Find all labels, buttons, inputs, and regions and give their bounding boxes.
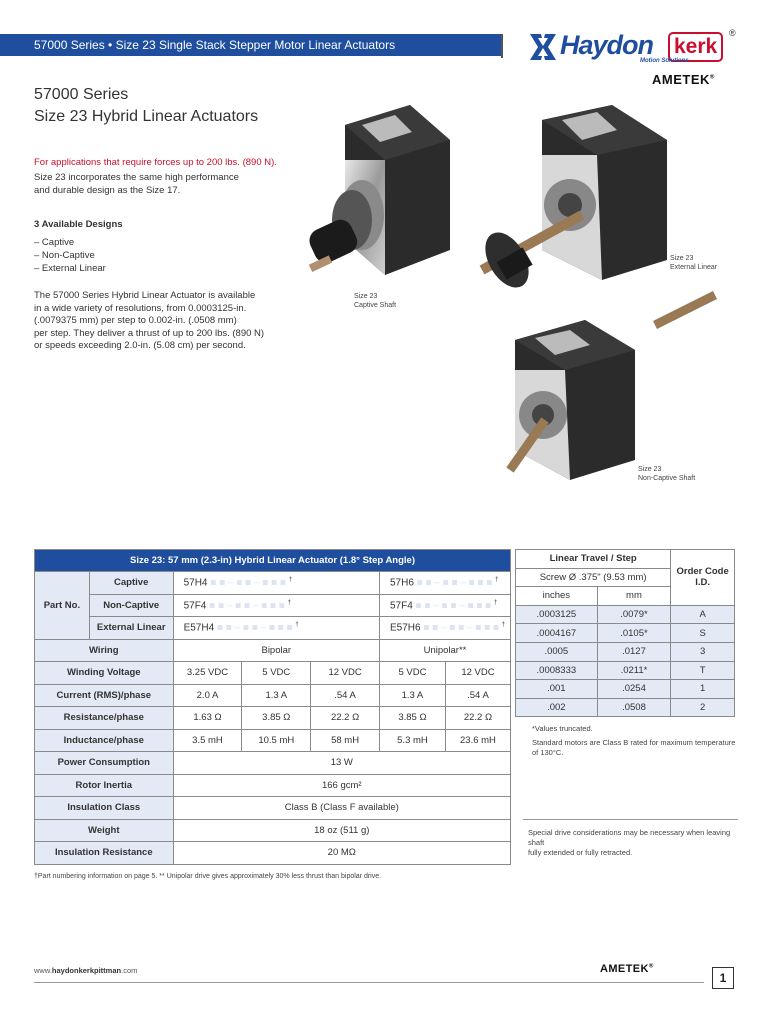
part-number-unipolar: E57H6 ■ ■ – ■ ■ – ■ ■ ■ † — [379, 617, 510, 640]
table-cell: .54 A — [445, 684, 510, 707]
footer-divider — [34, 982, 704, 983]
table-cell: 2.0 A — [173, 684, 242, 707]
part-number-bipolar: E57H4 ■ ■ – ■ ■ – ■ ■ ■ † — [173, 617, 379, 640]
row-label: Resistance/phase — [35, 707, 174, 730]
table-cell: 1.3 A — [379, 684, 445, 707]
table-row — [35, 752, 511, 775]
haydon-kerk-logo — [528, 30, 738, 66]
part-no-label: Part No. — [35, 572, 90, 640]
table-cell: 5.3 mH — [379, 729, 445, 752]
table-row — [35, 797, 511, 820]
table-row — [35, 729, 511, 752]
website-link[interactable]: www.haydonkerkpittman.com — [34, 966, 138, 975]
col-mm: mm — [597, 587, 671, 606]
intro-body: The 57000 Series Hybrid Linear Actuator is available in a wide variety of resolutions, from 0.0003125-in. (.0079375 mm) per step to 0.002-in. (.0508 mm) per step. They deliver a thrust of up to 200 lbs. (890 N) or speeds exceeding 2.0-in. (5.08 cm) per second. — [34, 290, 265, 351]
table-cell: 3.85 Ω — [242, 707, 311, 730]
table-cell: 13 W — [173, 752, 510, 775]
values-truncated-note: *Values truncated. — [532, 724, 593, 733]
spec-table — [34, 549, 511, 865]
wiring-bipolar: Bipolar — [173, 639, 379, 662]
screw-heading: Screw Ø .375" (9.53 mm) — [516, 568, 671, 587]
table-cell: 166 gcm² — [173, 774, 510, 797]
table-cell: 1.63 Ω — [173, 707, 242, 730]
table-row — [35, 662, 511, 685]
table-cell: 10.5 mH — [242, 729, 311, 752]
table-row — [35, 842, 511, 865]
table-row — [35, 639, 511, 662]
part-number-unipolar: 57F4 ■ ■ – ■ ■ – ■ ■ ■ † — [379, 594, 510, 617]
table-row — [35, 594, 511, 617]
col-inches: inches — [516, 587, 598, 606]
page-title-product: Size 23 Hybrid Linear Actuators — [34, 108, 259, 125]
row-label: External Linear — [89, 617, 173, 640]
table-cell: 5 VDC — [242, 662, 311, 685]
table-cell: 22.2 Ω — [311, 707, 380, 730]
header-divider — [501, 34, 503, 58]
caption-non-captive: Size 23 Non-Captive Shaft — [638, 466, 696, 482]
row-label: Inductance/phase — [35, 729, 174, 752]
table-row — [35, 819, 511, 842]
table-cell: 12 VDC — [445, 662, 510, 685]
ametek-footer-logo: AMETEK® — [600, 963, 654, 975]
logo-tagline: Motion Solutions — [640, 58, 689, 64]
row-label: Weight — [35, 819, 174, 842]
table-row: .0003125 .0079* A — [516, 605, 735, 624]
ametek-logo: AMETEK® — [652, 72, 715, 87]
row-label: Rotor Inertia — [35, 774, 174, 797]
spec-table-title: Size 23: 57 mm (2.3-in) Hybrid Linear Actuator (1.8° Step Angle) — [35, 550, 511, 572]
caption-captive: Size 23 Captive Shaft — [354, 293, 397, 309]
table-cell: 58 mH — [311, 729, 380, 752]
drive-considerations-note: Special drive considerations may be necessary when leaving shaft fully extended or fully retracted. — [528, 828, 731, 857]
table-cell: Class B (Class F available) — [173, 797, 510, 820]
captive-shaft-actuator-image — [300, 100, 455, 295]
row-label: Insulation Resistance — [35, 842, 174, 865]
table-cell: 23.6 mH — [445, 729, 510, 752]
logo-kerk-text: kerk — [668, 32, 723, 62]
highlight-text: For applications that require forces up to 200 lbs. (890 N). — [34, 157, 277, 168]
table-cell: 5 VDC — [379, 662, 445, 685]
page-number: 1 — [712, 967, 734, 989]
class-b-note: Standard motors are Class B rated for maximum temperature of 130°C. — [532, 738, 736, 757]
row-label: Wiring — [35, 639, 174, 662]
table-cell: .54 A — [311, 684, 380, 707]
row-label: Non-Captive — [89, 594, 173, 617]
row-label: Winding Voltage — [35, 662, 174, 685]
row-label: Current (RMS)/phase — [35, 684, 174, 707]
list-item: – Non-Captive — [34, 250, 95, 261]
intro-description: Size 23 incorporates the same high performance and durable design as the Size 17. — [34, 172, 239, 196]
table-cell: 22.2 Ω — [445, 707, 510, 730]
order-code-heading: Order Code I.D. — [671, 550, 735, 606]
header-title: 57000 Series • Size 23 Single Stack Stepper Motor Linear Actuators — [34, 38, 396, 52]
table-cell: 1.3 A — [242, 684, 311, 707]
table-cell: 3.85 Ω — [379, 707, 445, 730]
part-number-bipolar: 57H4 ■ ■ – ■ ■ – ■ ■ ■ † — [173, 572, 379, 595]
table-row — [35, 707, 511, 730]
divider — [523, 819, 738, 820]
part-number-unipolar: 57H6 ■ ■ – ■ ■ – ■ ■ ■ † — [379, 572, 510, 595]
table-cell: 12 VDC — [311, 662, 380, 685]
list-item: – External Linear — [34, 263, 106, 274]
row-label: Insulation Class — [35, 797, 174, 820]
table-cell: 20 MΩ — [173, 842, 510, 865]
wiring-unipolar: Unipolar** — [379, 639, 510, 662]
table-row — [35, 684, 511, 707]
table-row: .0004167 .0105* S — [516, 624, 735, 643]
haydon-logo-icon — [528, 32, 558, 62]
linear-travel-table — [515, 549, 735, 717]
table-cell: 3.5 mH — [173, 729, 242, 752]
spec-footnote: †Part numbering information on page 5. ** Unipolar drive gives approximately 30% less thrust than bipolar drive. — [34, 873, 382, 880]
designs-list — [34, 236, 106, 275]
non-captive-actuator-image — [505, 290, 720, 480]
header-bar — [0, 34, 503, 56]
table-row: .002 .0508 2 — [516, 698, 735, 717]
table-cell: 18 oz (511 g) — [173, 819, 510, 842]
table-row: .0005 .0127 3 — [516, 642, 735, 661]
page-title-series: 57000 Series — [34, 86, 129, 103]
table-row — [35, 774, 511, 797]
list-item: – Captive — [34, 237, 75, 248]
travel-heading: Linear Travel / Step — [516, 550, 671, 569]
table-cell: 3.25 VDC — [173, 662, 242, 685]
designs-heading: 3 Available Designs — [34, 219, 123, 230]
row-label: Captive — [89, 572, 173, 595]
registered-mark: ® — [729, 28, 736, 38]
part-number-bipolar: 57F4 ■ ■ – ■ ■ – ■ ■ ■ † — [173, 594, 379, 617]
table-row: .0008333 .0211* T — [516, 661, 735, 680]
table-row — [35, 572, 511, 595]
logo-haydon-text: Haydon — [560, 30, 654, 60]
table-row — [35, 617, 511, 640]
table-row: .001 .0254 1 — [516, 680, 735, 699]
caption-external-linear: Size 23 External Linear — [670, 255, 718, 271]
row-label: Power Consumption — [35, 752, 174, 775]
